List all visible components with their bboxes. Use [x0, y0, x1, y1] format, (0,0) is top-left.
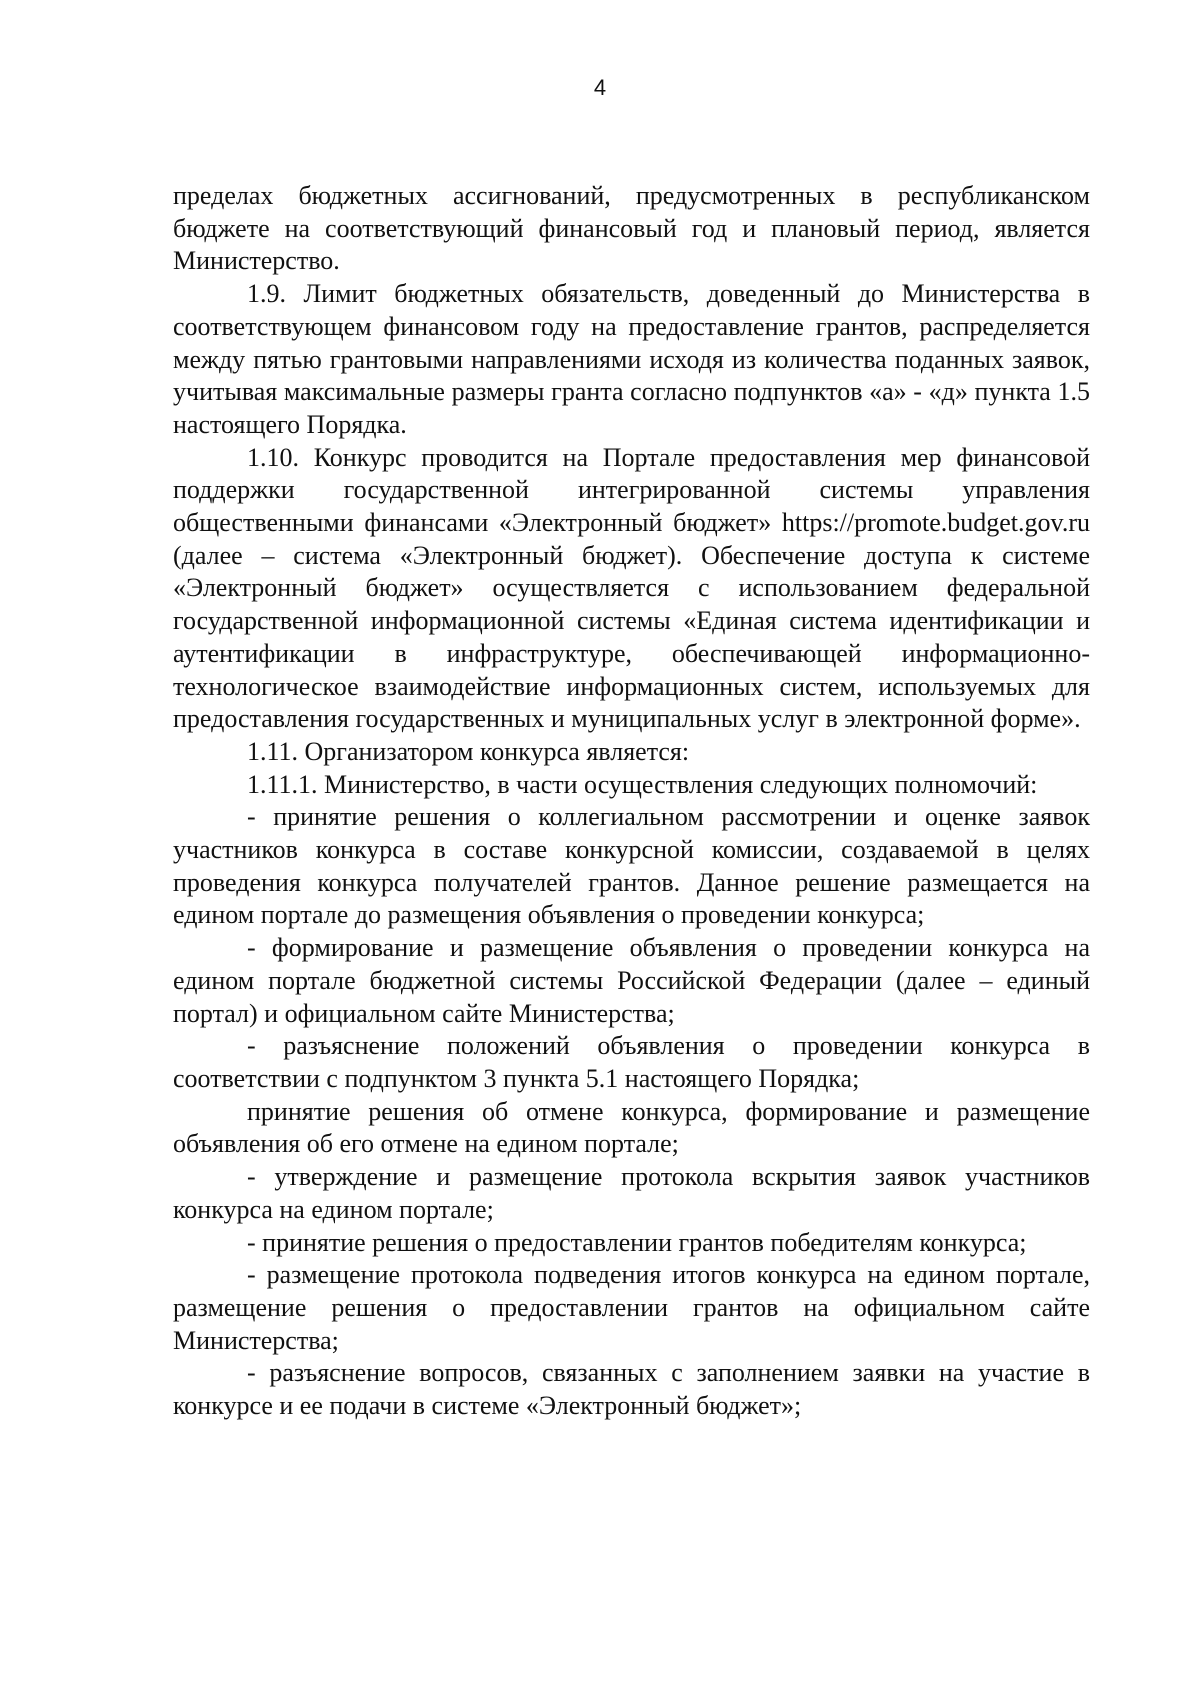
list-item: - разъяснение вопросов, связанных с заполнением заявки на участие в конкурсе и ее подачи в системе «Электронный бюджет»;: [173, 1358, 1090, 1421]
list-item: - принятие решения о коллегиальном рассмотрении и оценке заявок участников конкурса в составе конкурсной комиссии, создаваемой в целях проведения конкурса получателей грантов. Данное решение размещается на едином портале до размещения объявления о проведении конкурса;: [173, 802, 1090, 930]
paragraph-1-11-1: 1.11.1. Министерство, в части осуществления следующих полномочий:: [247, 769, 1038, 799]
list-item: - размещение протокола подведения итогов конкурса на едином портале, размещение решения о предоставлении грантов на официальном сайте Министерства;: [173, 1260, 1090, 1355]
list-item: - формирование и размещение объявления о проведении конкурса на едином портале бюджетной системы Российской Федерации (далее – единый портал) и официальном сайте Министерства;: [173, 933, 1090, 1028]
page-number: 4: [593, 75, 607, 100]
list-item: - разъяснение положений объявления о проведении конкурса в соответствии с подпунктом 3 пункта 5.1 настоящего Порядка;: [173, 1031, 1090, 1093]
list-item: принятие решения об отмене конкурса, формирование и размещение объявления об его отмене на едином портале;: [173, 1096, 1090, 1159]
paragraph-1-9: 1.9. Лимит бюджетных обязательств, доведенный до Министерства в соответствующем финансовом году на предоставление грантов, распределяется между пятью грантовыми направлениями исходя из количества поданных заявок, учитывая максимальные размеры гранта согласно подпунктов «а» - «д» пункта 1.5 настоящего Порядка.: [173, 279, 1090, 439]
paragraph-1-11: 1.11. Организатором конкурса является:: [247, 736, 690, 766]
list-item: - утверждение и размещение протокола вскрытия заявок участников конкурса на едином портале;: [173, 1162, 1090, 1224]
paragraph-1-10: 1.10. Конкурс проводится на Портале предоставления мер финансовой поддержки государственной интегрированной системы управления общественными финансами «Электронный бюджет» https://promote.budget.gov.ru (далее – система «Электронный бюджет). Обеспечение доступа к системе «Электронный бюджет» осуществляется с использованием федеральной государственной информационной системы «Единая система идентификации и аутентификации в инфраструктуре, обеспечивающей информационно-технологическое взаимодействие информационных систем, используемых для предоставления государственных и муниципальных услуг в электронной форме».: [173, 442, 1090, 734]
paragraph-continuation: пределах бюджетных ассигнований, предусмотренных в республиканском бюджете на соответствующий финансовый год и плановый период, является Министерство.: [173, 181, 1090, 276]
document-body: [173, 180, 1090, 1423]
list-item: - принятие решения о предоставлении грантов победителям конкурса;: [247, 1227, 1027, 1257]
